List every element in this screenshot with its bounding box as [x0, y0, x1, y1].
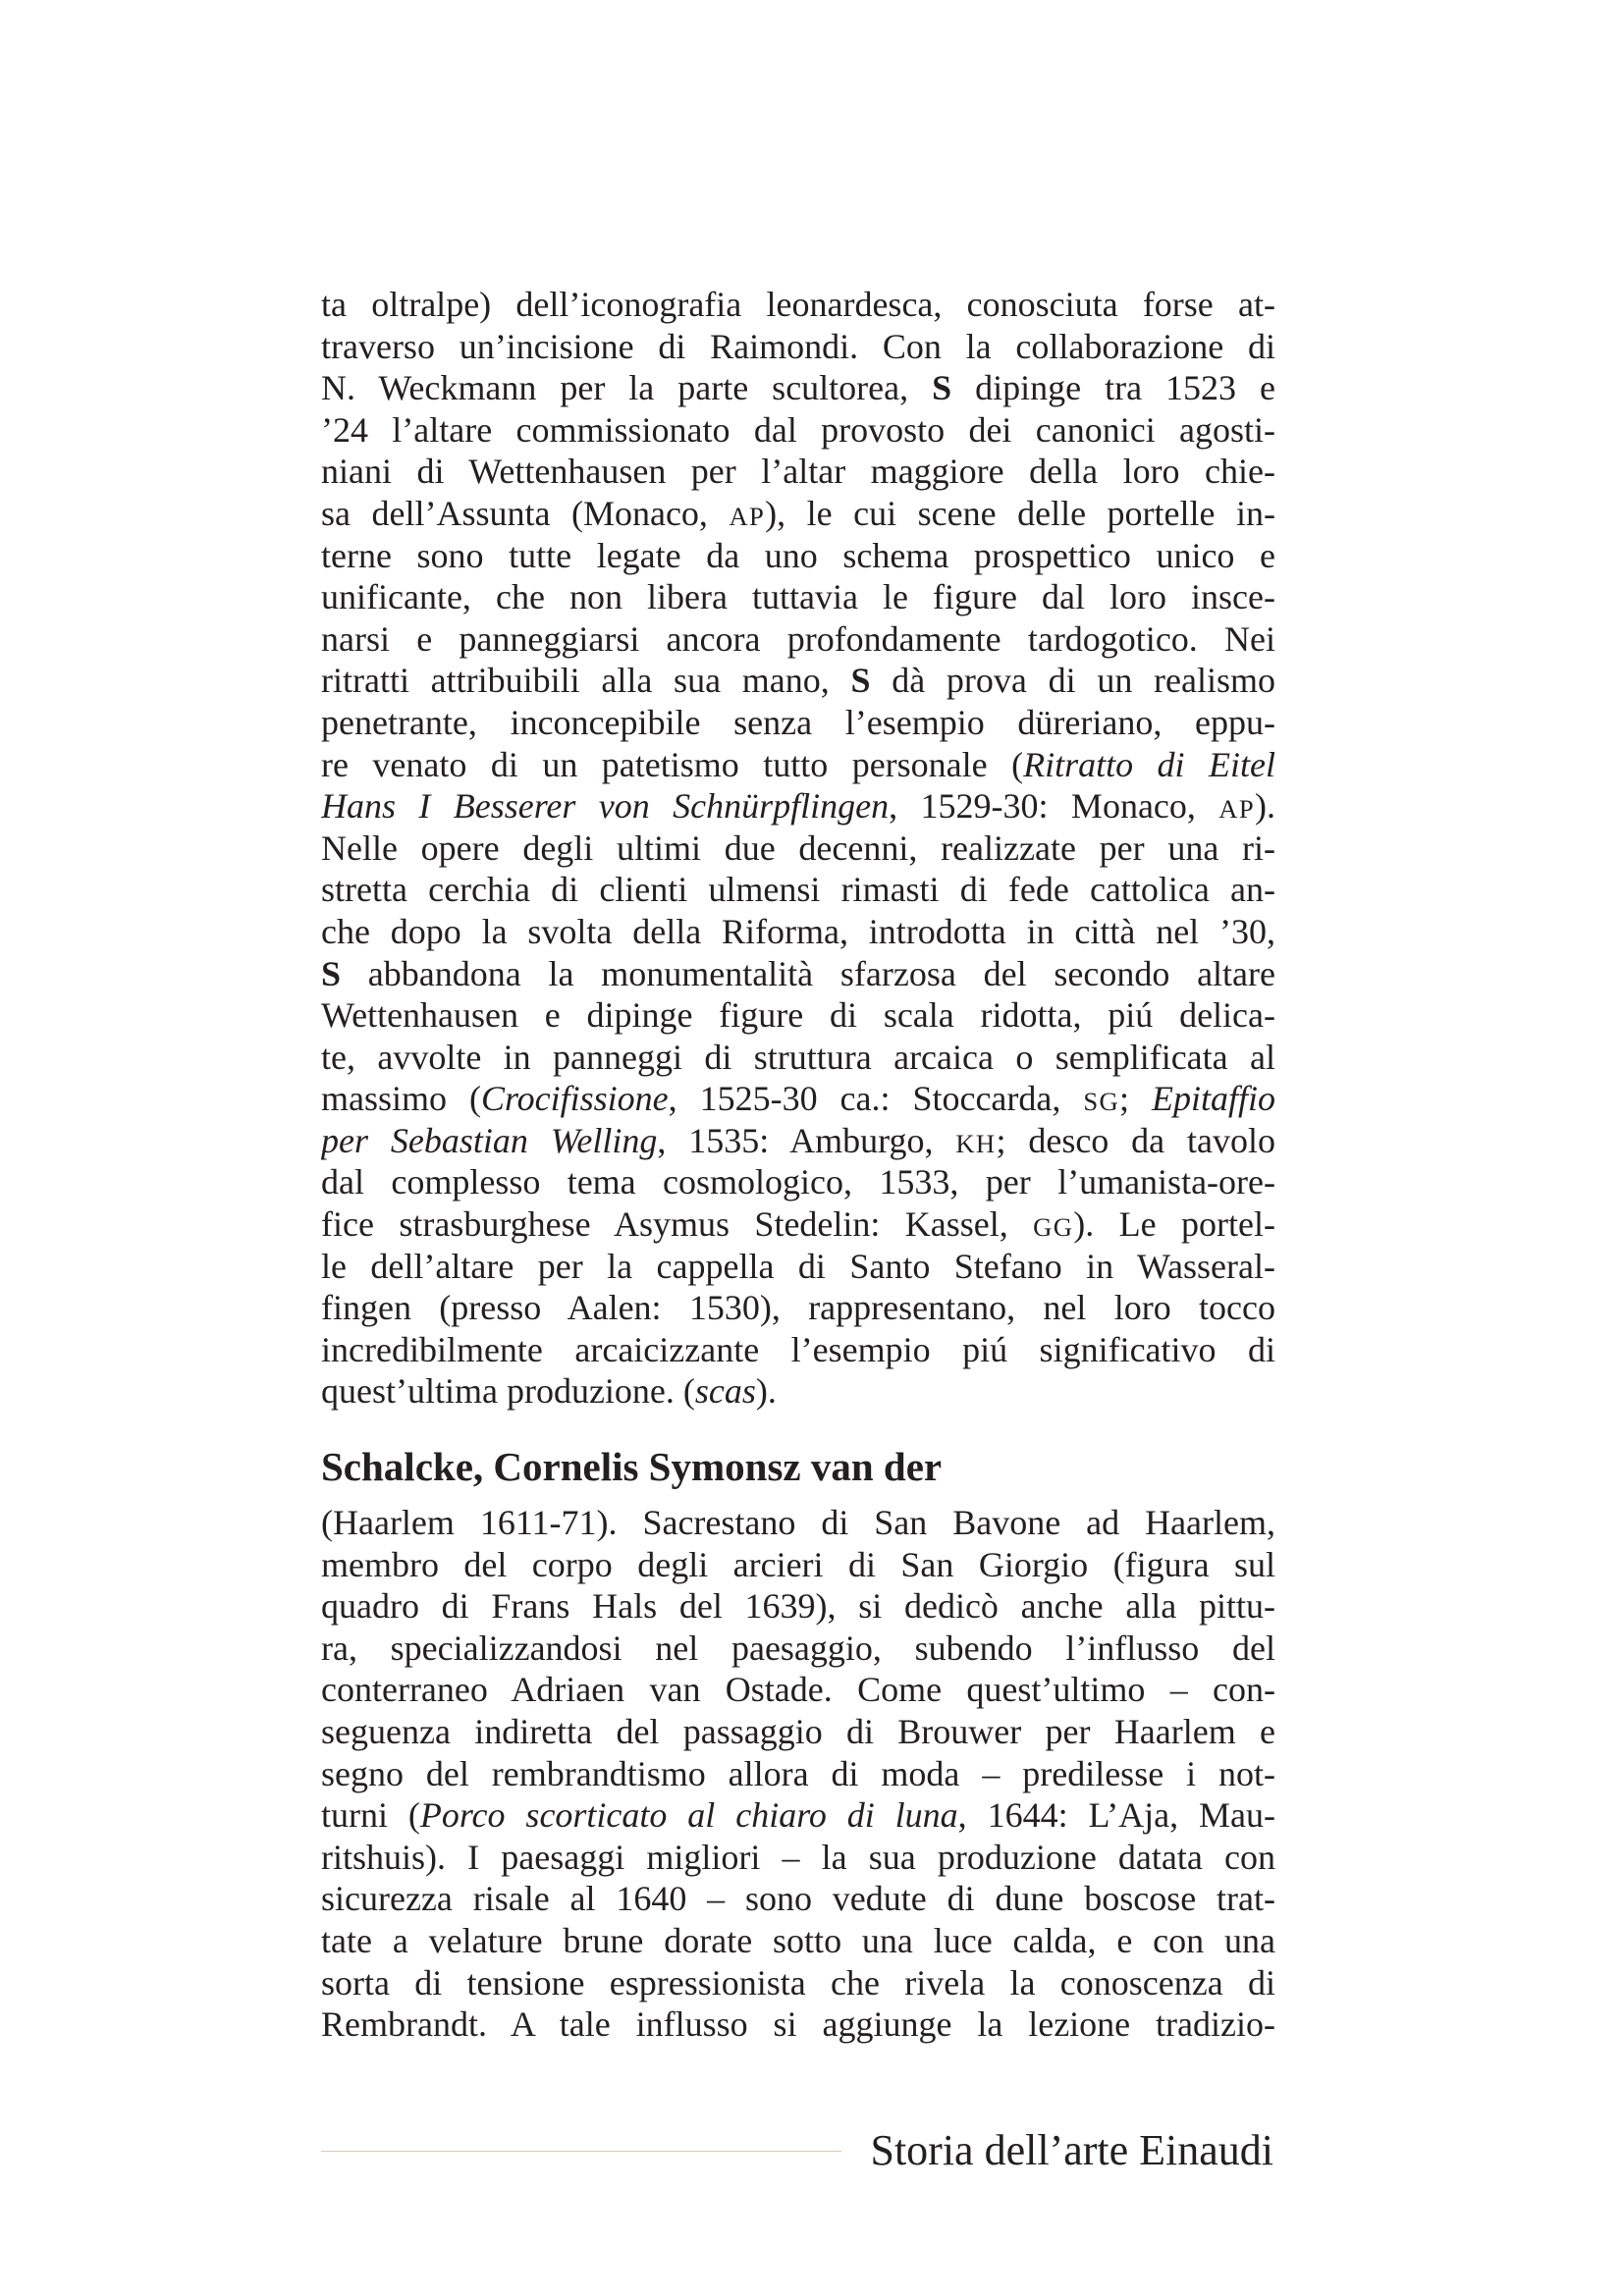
- text-run: quest’ultima produzione. (: [321, 1371, 695, 1412]
- text-run: Nelle opere degli ultimi due decenni, realizzate per una ri-: [321, 828, 1275, 868]
- italic-artwork-title: Ritratto di Eitel: [1023, 744, 1275, 784]
- text-run: Rembrandt. A tale influsso si aggiunge la lezione tradizio-: [321, 2004, 1275, 2045]
- text-run: sa dell’Assunta (Monaco,: [321, 493, 730, 533]
- text-line: [321, 1502, 1275, 1544]
- footer-rule: [321, 2151, 841, 2152]
- text-run: unificante, che non libera tuttavia le figure dal loro insce-: [321, 577, 1275, 617]
- italic-artwork-title: Hans I Besserer von Schnürpflingen: [321, 786, 890, 827]
- small-caps-abbreviation: GG: [1033, 1212, 1074, 1243]
- text-line: [321, 1078, 1275, 1120]
- text-line: [321, 1753, 1275, 1795]
- text-run: , 1644: L’Aja, Mau-: [957, 1795, 1275, 1836]
- text-run: stretta cerchia di clienti ulmensi rimasti di fede cattolica an-: [321, 870, 1275, 910]
- text-line: [321, 994, 1275, 1037]
- text-run: terne sono tutte legate da uno schema prospettico unico e: [321, 535, 1275, 575]
- italic-artwork-title: Epitaffio: [1152, 1079, 1275, 1119]
- text-line: [321, 284, 1275, 326]
- text-line: [321, 493, 1275, 535]
- entry-heading: Schalcke, Cornelis Symonsz van der: [321, 1444, 943, 1489]
- text-run: ta oltralpe) dell’iconografia leonardesca, conosciuta forse at-: [321, 285, 1275, 324]
- text-line: [321, 785, 1275, 828]
- text-run: quadro di Frans Hals del 1639), si dedicò anche alla pittu-: [321, 1586, 1275, 1627]
- text-line: [321, 869, 1275, 911]
- italic-artwork-title: per Sebastian Welling: [321, 1120, 658, 1160]
- text-line: [321, 451, 1275, 493]
- text-run: ritratti attribuibili alla sua mano,: [321, 661, 851, 701]
- text-line: [321, 535, 1275, 577]
- text-run: (Haarlem 1611-71). Sacrestano di San Bavone ad Haarlem,: [321, 1503, 1275, 1542]
- text-line: [321, 618, 1275, 661]
- text-run: , 1525-30 ca.: Stoccarda,: [668, 1079, 1084, 1119]
- text-line: [321, 911, 1275, 953]
- text-run: , 1535: Amburgo,: [657, 1120, 956, 1160]
- text-run: narsi e panneggiarsi ancora profondamente tardogotico. Nei: [321, 618, 1275, 659]
- text-run: tate a velature brune dorate sotto una luce calda, e con una: [321, 1920, 1275, 1960]
- text-line: [321, 1878, 1275, 1920]
- text-run: sicurezza risale al 1640 – sono vedute di dune boscose trat-: [321, 1879, 1275, 1919]
- text-run: ), le cui scene delle portelle in-: [765, 493, 1275, 533]
- text-run: te, avvolte in panneggi di struttura arcaica o semplificata al: [321, 1037, 1275, 1077]
- text-line: [321, 326, 1275, 368]
- text-run: segno del rembrandtismo allora di moda – predilesse i not-: [321, 1753, 1275, 1793]
- text-line: [321, 1544, 1275, 1586]
- text-line: [321, 1920, 1275, 1962]
- text-line: [321, 1794, 1275, 1837]
- text-line: [321, 409, 1275, 452]
- text-run: ra, specializzandosi nel paesaggio, subendo l’influsso del: [321, 1628, 1275, 1668]
- text-run: abbandona la monumentalità sfarzosa del secondo altare: [341, 953, 1275, 993]
- text-run: , 1529-30: Monaco,: [889, 786, 1219, 827]
- text-line: [321, 576, 1275, 618]
- text-line: [321, 1329, 1275, 1371]
- text-line: [321, 1037, 1275, 1079]
- text-line: [321, 702, 1275, 744]
- text-run: seguenza indiretta del passaggio di Brouwer per Haarlem e: [321, 1711, 1275, 1751]
- italic-artwork-title: Crocifissione: [480, 1079, 669, 1119]
- text-run: che dopo la svolta della Riforma, introdotta in città nel ’30,: [321, 911, 1275, 951]
- text-run: ). Le portel-: [1073, 1204, 1275, 1245]
- text-run: ; desco da tavolo: [996, 1120, 1275, 1160]
- text-line: [321, 660, 1275, 702]
- text-run: dal complesso tema cosmologico, 1533, per l’umanista-ore-: [321, 1162, 1275, 1202]
- text-run: massimo (: [321, 1079, 481, 1119]
- text-line: [321, 1628, 1275, 1670]
- entry-text-continued: [321, 284, 1275, 1413]
- italic-author-signature: scas: [694, 1371, 756, 1412]
- text-run: conterraneo Adriaen van Ostade. Come quest’ultimo – con-: [321, 1670, 1275, 1710]
- text-run: ’24 l’altare commissionato dal provosto dei canonici agosti-: [321, 409, 1275, 450]
- text-line: [321, 1962, 1275, 2004]
- text-line-last: [321, 1370, 1275, 1413]
- text-line: [321, 2003, 1275, 2046]
- bold-subject-initial: S: [850, 661, 871, 701]
- text-run: fingen (presso Aalen: 1530), rappresentano, nel loro tocco: [321, 1288, 1275, 1328]
- text-run: N. Weckmann per la parte scultorea,: [321, 368, 933, 408]
- text-line: [321, 828, 1275, 870]
- text-run: Wettenhausen e dipinge figure di scala ridotta, piú delica-: [321, 995, 1275, 1036]
- footer-publication-title: Storia dell’arte Einaudi: [870, 2126, 1273, 2174]
- entry-text-schalcke: [321, 1502, 1275, 2046]
- text-line: [321, 1837, 1275, 1879]
- text-run: ).: [1255, 786, 1275, 827]
- text-run: ).: [755, 1371, 777, 1412]
- small-caps-abbreviation: SG: [1083, 1087, 1120, 1117]
- small-caps-abbreviation: KH: [955, 1128, 997, 1158]
- bold-subject-initial: S: [321, 953, 342, 993]
- text-run: niani di Wettenhausen per l’altar maggiore della loro chie-: [321, 452, 1275, 492]
- text-line: [321, 744, 1275, 786]
- text-run: membro del corpo degli arcieri di San Giorgio (figura sul: [321, 1544, 1275, 1584]
- text-run: turni (: [321, 1795, 420, 1836]
- small-caps-abbreviation: AP: [1218, 794, 1255, 825]
- text-run: penetrante, inconcepibile senza l’esempio düreriano, eppu-: [321, 702, 1275, 742]
- text-line: [321, 1585, 1275, 1628]
- text-run: le dell’altare per la cappella di Santo Stefano in Wasseral-: [321, 1246, 1275, 1286]
- text-run: fice strasburghese Asymus Stedelin: Kassel,: [321, 1204, 1034, 1245]
- text-run: sorta di tensione espressionista che rivela la conoscenza di: [321, 1962, 1275, 2002]
- small-caps-abbreviation: AP: [729, 501, 766, 531]
- text-line: [321, 953, 1275, 995]
- text-line: [321, 367, 1275, 409]
- text-line: [321, 1246, 1275, 1288]
- text-line: [321, 1120, 1275, 1162]
- text-run: dà prova di un realismo: [870, 661, 1275, 701]
- text-run: incredibilmente arcaicizzante l’esempio piú significativo di: [321, 1329, 1275, 1369]
- text-run: ritshuis). I paesaggi migliori – la sua produzione datata con: [321, 1837, 1275, 1877]
- text-line: [321, 1287, 1275, 1329]
- bold-subject-initial: S: [932, 368, 952, 408]
- italic-artwork-title: Porco scorticato al chiaro di luna: [419, 1795, 958, 1836]
- text-run: dipinge tra 1523 e: [951, 368, 1275, 408]
- text-line: [321, 1203, 1275, 1246]
- text-run: re venato di un patetismo tutto personale (: [321, 744, 1024, 784]
- text-line: [321, 1161, 1275, 1203]
- text-run: ;: [1119, 1079, 1152, 1119]
- text-line: [321, 1711, 1275, 1753]
- text-run: traverso un’incisione di Raimondi. Con la collaborazione di: [321, 326, 1275, 366]
- text-line: [321, 1669, 1275, 1711]
